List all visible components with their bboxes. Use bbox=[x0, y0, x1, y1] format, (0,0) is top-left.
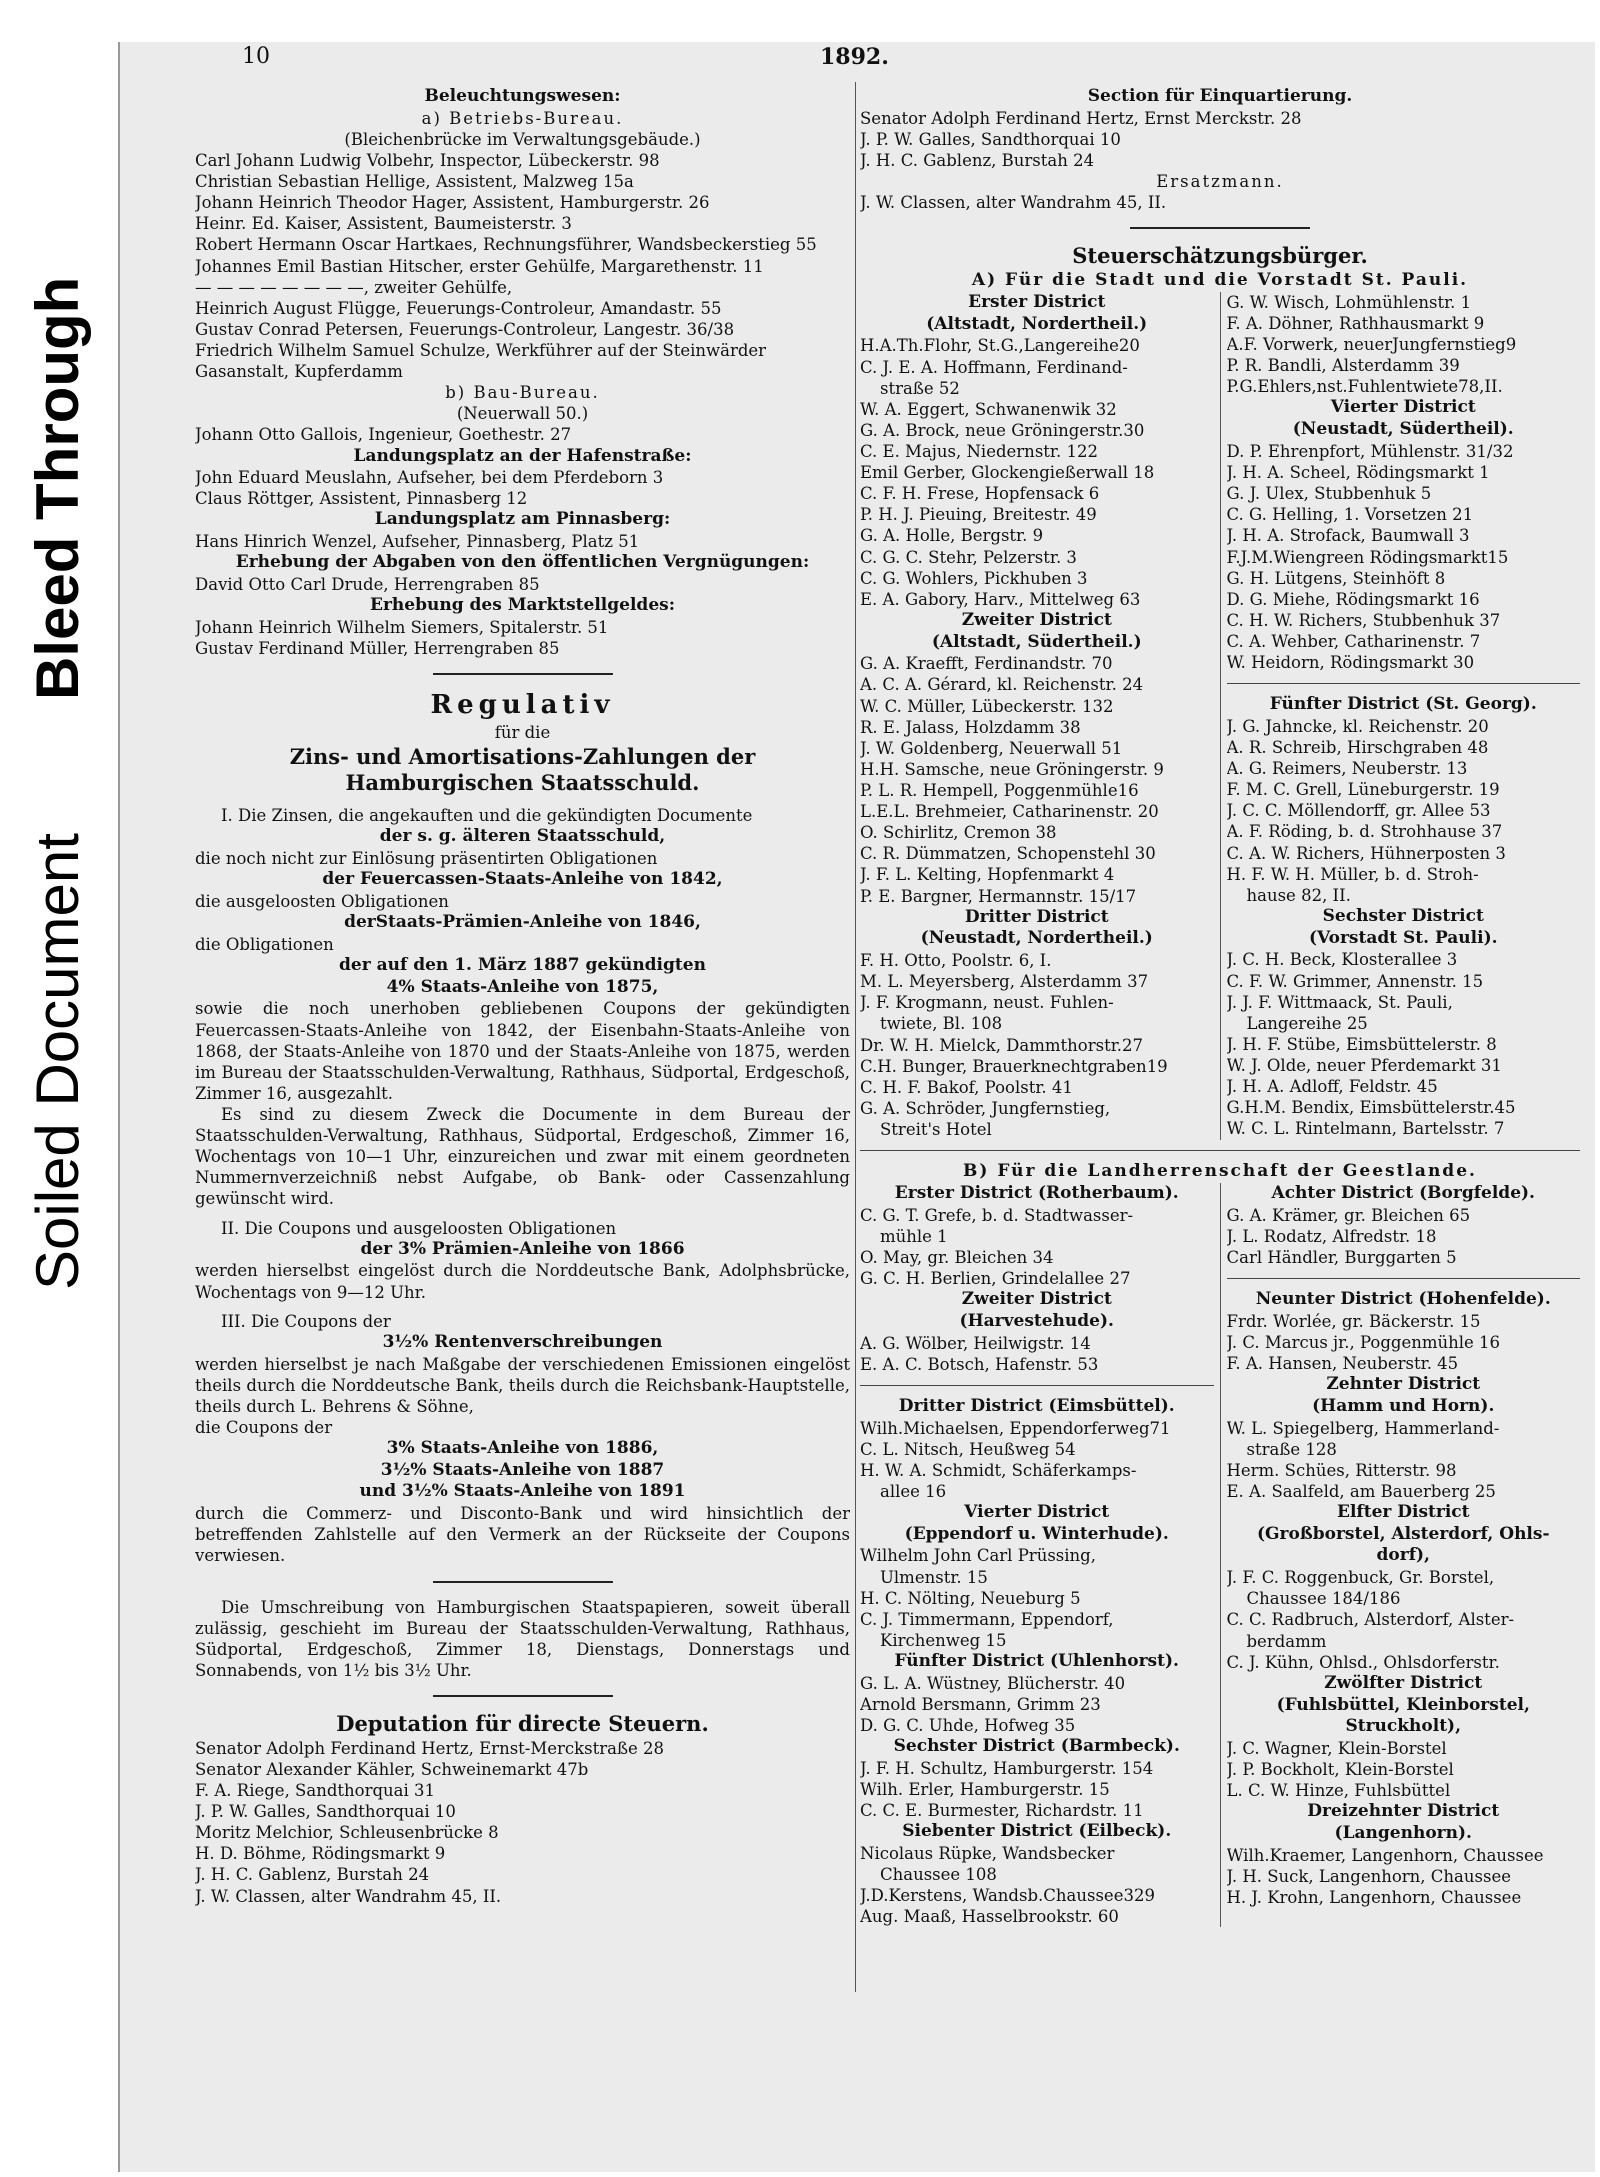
district-entry: P. H. J. Pieuing, Breitestr. 49 bbox=[860, 505, 1097, 525]
entry-line: Johann Heinrich Wilhelm Siemers, Spitalerstr. 51 bbox=[195, 617, 609, 637]
district-entry: F. A. Döhner, Rathhausmarkt 9 bbox=[1226, 314, 1485, 334]
entry-line: Friedrich Wilhelm Samuel Schulze, Werkführer auf der Steinwärder bbox=[195, 340, 767, 360]
subsection-heading: a) Betriebs-Bureau. bbox=[421, 108, 624, 128]
district-entry: Wilh.Michaelsen, Eppendorferweg71 bbox=[860, 1418, 1171, 1438]
page-year: 1892. bbox=[820, 44, 889, 70]
district-heading: (Eppendorf u. Winterhude). bbox=[904, 1523, 1169, 1544]
entry-line: Hans Hinrich Wenzel, Aufseher, Pinnasberg, Platz 51 bbox=[195, 532, 640, 552]
district-entry: D. G. C. Uhde, Hofweg 35 bbox=[860, 1716, 1076, 1735]
entry-line: Robert Hermann Oscar Hartkaes, Rechnungsführer, Wandsbeckerstieg 55 bbox=[195, 235, 817, 255]
district-entry: J. J. F. Wittmaack, St. Pauli, bbox=[1226, 992, 1453, 1012]
district-entry: allee 16 bbox=[880, 1481, 947, 1501]
divider bbox=[860, 1150, 1580, 1151]
location-note: (Bleichenbrücke im Verwaltungsgebäude.) bbox=[344, 129, 701, 149]
location-note: (Neuerwall 50.) bbox=[456, 404, 589, 424]
paragraph: Die Umschreibung von Hamburgischen Staatspapieren, soweit überall zulässig, geschieht im Bureau der Staatsschulden-Verwaltung, Rathhaus, Südportal, Erdgeschoß, Zimmer 18, Dienstags, Donnerstags und Sonnabends, von 1½ bis 3½ Uhr. bbox=[195, 1597, 850, 1680]
paragraph: werden hierselbst je nach Maßgabe der verschiedenen Emissionen eingelöst theils durch die Norddeutsche Bank, theils durch die Reichsbank-Hauptstelle, theils durch L. Behrens & Söhne, bbox=[195, 1354, 850, 1416]
paragraph: durch die Commerz- und Disconto-Bank und wird hinsichtlich der betreffenden Zahlstelle auf den Vermerk an der Rückseite der Coupons verwiesen. bbox=[195, 1504, 850, 1566]
district-heading: (Fuhlsbüttel, Kleinborstel, bbox=[1276, 1694, 1530, 1715]
district-entry: J. C. Marcus jr., Poggenmühle 16 bbox=[1226, 1332, 1501, 1352]
district-entry: L. C. W. Hinze, Fuhlsbüttel bbox=[1226, 1781, 1451, 1801]
district-entry: J. H. A. Strofack, Baumwall 3 bbox=[1226, 526, 1470, 546]
district-heading: Vierter District bbox=[1330, 397, 1476, 418]
subsection-heading: Ersatzmann. bbox=[1156, 172, 1284, 192]
district-entry: G. A. Krämer, gr. Bleichen 65 bbox=[1226, 1205, 1471, 1225]
bau-list bbox=[195, 424, 850, 445]
district-entry: H. C. Nölting, Neueburg 5 bbox=[860, 1588, 1081, 1608]
bold-line: der 3% Prämien-Anleihe von 1866 bbox=[360, 1238, 685, 1259]
entry-line: Gustav Conrad Petersen, Feuerungs-Controleur, Langestr. 36/38 bbox=[195, 319, 735, 339]
divider bbox=[1227, 683, 1581, 684]
district-entry: G. A. Brock, neue Gröningerstr.30 bbox=[860, 420, 1145, 440]
district-heading: Neunter District (Hohenfelde). bbox=[1255, 1288, 1551, 1309]
district-entry: C. G. C. Stehr, Pelzerstr. 3 bbox=[860, 547, 1077, 567]
district-entry: A. R. Schreib, Hirschgraben 48 bbox=[1226, 738, 1489, 758]
section-heading: Landungsplatz am Pinnasberg: bbox=[374, 509, 671, 530]
district-entry: Wilh.Kraemer, Langenhorn, Chaussee bbox=[1226, 1845, 1544, 1865]
pinnas-list bbox=[195, 531, 850, 552]
district-heading: Zweiter District bbox=[961, 1289, 1112, 1310]
district-entry: L.E.L. Brehmeier, Catharinenstr. 20 bbox=[860, 802, 1159, 822]
section-heading: Erhebung der Abgaben von den öffentlichen Vergnügungen: bbox=[235, 552, 810, 573]
district-column-b-right bbox=[1221, 1183, 1581, 1927]
district-entry: Frdr. Worlée, gr. Bäckerstr. 15 bbox=[1226, 1311, 1481, 1331]
entry-line: J. H. C. Gablenz, Burstah 24 bbox=[195, 1865, 430, 1885]
district-entry: W. C. Müller, Lübeckerstr. 132 bbox=[860, 696, 1114, 716]
district-entry: J. G. Jahncke, kl. Reichenstr. 20 bbox=[1226, 716, 1489, 736]
bold-line: der Feuercassen-Staats-Anleihe von 1842, bbox=[322, 869, 723, 890]
entry-line: J. W. Classen, alter Wandrahm 45, II. bbox=[195, 1886, 502, 1906]
district-entry: H.H. Samsche, neue Gröningerstr. 9 bbox=[860, 759, 1164, 779]
divider bbox=[433, 1695, 613, 1697]
regulativ-title: Regulativ bbox=[430, 690, 615, 721]
district-entry: C.H. Bunger, Brauerknechtgraben19 bbox=[860, 1056, 1168, 1076]
district-entry: C. H. F. Bakof, Poolstr. 41 bbox=[860, 1077, 1073, 1097]
district-entry: J. W. Goldenberg, Neuerwall 51 bbox=[860, 738, 1123, 758]
district-heading: (Harvestehude). bbox=[959, 1310, 1114, 1331]
district-heading: Erster District (Rotherbaum). bbox=[894, 1182, 1179, 1203]
betriebs-list bbox=[195, 150, 850, 382]
district-entry: berdamm bbox=[1246, 1631, 1327, 1651]
district-column-a-right bbox=[1221, 292, 1581, 1140]
district-entry: D. P. Ehrenpfort, Mühlenstr. 31/32 bbox=[1226, 441, 1514, 461]
district-entry: Nicolaus Rüpke, Wandsbecker bbox=[860, 1843, 1115, 1863]
district-entry: A. C. A. Gérard, kl. Reichenstr. 24 bbox=[860, 675, 1144, 695]
district-heading: (Neustadt, Nordertheil.) bbox=[920, 928, 1153, 949]
divider bbox=[433, 1581, 613, 1583]
district-heading: Sechster District (Barmbeck). bbox=[893, 1736, 1180, 1757]
district-heading: Dritter District bbox=[964, 906, 1109, 927]
text-line: die Coupons der bbox=[195, 1417, 333, 1437]
entry-line: Johann Otto Gallois, Ingenieur, Goethestr. 27 bbox=[195, 425, 572, 445]
paragraph: Es sind zu diesem Zweck die Documente in dem Bureau der Staatsschulden-Verwaltung, Rathhaus, Südportal, Erdgeschoß, Zimmer 16, Wochentags von 10—1 Uhr, einzureichen und zwar mit einem geordneten Nummernverzeichniß nebst Aufgabe, ob Bank- oder Cassenzahlung gewünscht wird. bbox=[195, 1105, 850, 1209]
paragraph: II. Die Coupons und ausgeloosten Obligationen bbox=[221, 1218, 617, 1238]
district-entry: Arnold Bersmann, Grimm 23 bbox=[860, 1694, 1101, 1714]
district-entry: straße 128 bbox=[1246, 1439, 1337, 1459]
district-entry: W. Heidorn, Rödingsmarkt 30 bbox=[1226, 653, 1475, 673]
district-entry: straße 52 bbox=[880, 378, 960, 398]
divider bbox=[433, 673, 613, 675]
district-entry: F. A. Hansen, Neuberstr. 45 bbox=[1226, 1353, 1459, 1373]
text-line: die ausgeloosten Obligationen bbox=[195, 892, 449, 911]
district-heading: Zehnter District bbox=[1326, 1374, 1481, 1395]
bold-line: der s. g. älteren Staatsschuld, bbox=[379, 826, 666, 847]
district-entry: C. A. Wehber, Catharinenstr. 7 bbox=[1226, 631, 1481, 651]
bold-line: 4% Staats-Anleihe von 1875, bbox=[386, 976, 659, 997]
district-entry: A. G. Wölber, Heilwigstr. 14 bbox=[860, 1333, 1091, 1353]
district-entry: J.D.Kerstens, Wandsb.Chaussee329 bbox=[860, 1886, 1155, 1906]
section-heading: Erhebung des Marktstellgeldes: bbox=[370, 595, 675, 616]
district-heading: Vierter District bbox=[964, 1501, 1110, 1522]
district-table-a bbox=[860, 292, 1580, 1140]
district-entry: G. W. Wisch, Lohmühlenstr. 1 bbox=[1226, 292, 1472, 312]
district-entry: Kirchenweg 15 bbox=[880, 1630, 1007, 1650]
district-heading: Dreizehnter District bbox=[1307, 1801, 1500, 1822]
district-heading: Fünfter District (Uhlenhorst). bbox=[894, 1651, 1179, 1672]
ersatz-list bbox=[860, 192, 1580, 213]
district-entry: Aug. Maaß, Hasselbrookstr. 60 bbox=[860, 1907, 1119, 1927]
district-entry: W. L. Spiegelberg, Hammerland- bbox=[1226, 1418, 1500, 1438]
district-entry: O. Schirlitz, Cremon 38 bbox=[860, 823, 1057, 843]
right-column bbox=[860, 86, 1580, 2076]
district-entry: G. L. A. Wüstney, Blücherstr. 40 bbox=[860, 1673, 1126, 1693]
district-entry: F.J.M.Wiengreen Rödingsmarkt15 bbox=[1226, 547, 1509, 567]
district-heading: Struckholt), bbox=[1345, 1716, 1462, 1737]
district-entry: C. G. Helling, 1. Vorsetzen 21 bbox=[1226, 505, 1474, 525]
district-entry: H.A.Th.Flohr, St.G.,Langereihe20 bbox=[860, 336, 1140, 356]
district-entry: Ulmenstr. 15 bbox=[880, 1567, 988, 1587]
district-entry: F. H. Otto, Poolstr. 6, I. bbox=[860, 951, 1052, 971]
district-heading: Zweiter District bbox=[961, 609, 1112, 630]
entry-line: — — — — — — — —, zweiter Gehülfe, bbox=[195, 277, 513, 297]
district-entry: Wilhelm John Carl Prüssing, bbox=[860, 1546, 1096, 1566]
district-column-b-left bbox=[860, 1183, 1221, 1927]
column-divider bbox=[855, 82, 856, 1992]
district-heading: Sechster District bbox=[1322, 905, 1484, 926]
left-column bbox=[195, 86, 850, 2076]
district-entry: Dr. W. H. Mielck, Dammthorstr.27 bbox=[860, 1035, 1144, 1055]
section-heading: Beleuchtungswesen: bbox=[424, 86, 621, 106]
hafen-list bbox=[195, 467, 850, 509]
deputation-title: Deputation für directe Steuern. bbox=[336, 1710, 709, 1736]
entry-line: F. A. Riege, Sandthorquai 31 bbox=[195, 1781, 436, 1801]
district-entry: A. G. Reimers, Neuberstr. 13 bbox=[1226, 759, 1468, 779]
district-entry: E. A. C. Botsch, Hafenstr. 53 bbox=[860, 1354, 1099, 1374]
bold-line: und 3½% Staats-Anleihe von 1891 bbox=[359, 1481, 686, 1502]
bold-line: 3% Staats-Anleihe von 1886, bbox=[386, 1437, 659, 1458]
district-entry: Herm. Schües, Ritterstr. 98 bbox=[1226, 1460, 1457, 1480]
district-entry: H. W. A. Schmidt, Schäferkamps- bbox=[860, 1460, 1137, 1480]
entry-line: J. P. W. Galles, Sandthorquai 10 bbox=[195, 1802, 456, 1822]
district-entry: G.H.M. Bendix, Eimsbüttelerstr.45 bbox=[1226, 1098, 1516, 1118]
district-entry: F. M. C. Grell, Lüneburgerstr. 19 bbox=[1226, 780, 1500, 800]
side-label-graphic bbox=[10, 10, 100, 1310]
district-entry: C. F. W. Grimmer, Annenstr. 15 bbox=[1226, 971, 1484, 991]
paragraph: I. Die Zinsen, die angekauften und die gekündigten Documente bbox=[221, 806, 753, 826]
divider bbox=[1227, 1278, 1581, 1279]
district-heading: (Vorstadt St. Pauli). bbox=[1308, 927, 1498, 948]
einquart-list bbox=[860, 108, 1580, 171]
district-entry: C. J. Kühn, Ohlsd., Ohlsdorferstr. bbox=[1226, 1652, 1500, 1672]
district-entry: hause 82, II. bbox=[1246, 885, 1351, 905]
regulativ-fuer: für die bbox=[494, 723, 551, 743]
district-entry: W. J. Olde, neuer Pferdemarkt 31 bbox=[1226, 1055, 1502, 1075]
district-entry: M. L. Meyersberg, Alsterdamm 37 bbox=[860, 972, 1149, 992]
entry-line: Heinr. Ed. Kaiser, Assistent, Baumeisterstr. 3 bbox=[195, 214, 572, 234]
side-label-soiled: Soiled Document bbox=[24, 833, 91, 1290]
entry-line: Heinrich August Flügge, Feuerungs-Controleur, Amandastr. 55 bbox=[195, 298, 722, 318]
district-entry: G. A. Schröder, Jungfernstieg, bbox=[860, 1098, 1111, 1118]
deputation-list bbox=[195, 1738, 850, 1907]
section-heading: B) Für die Landherrenschaft der Geestlande. bbox=[963, 1161, 1477, 1182]
district-entry: J. H. A. Scheel, Rödingsmarkt 1 bbox=[1226, 463, 1490, 483]
district-entry: C. E. Majus, Niedernstr. 122 bbox=[860, 441, 1098, 461]
district-entry: E. A. Saalfeld, am Bauerberg 25 bbox=[1226, 1481, 1496, 1501]
paragraph: werden hierselbst eingelöst durch die Norddeutsche Bank, Adolphsbrücke, Wochentags von 9—12 Uhr. bbox=[195, 1261, 850, 1302]
district-entry: Chaussee 184/186 bbox=[1246, 1589, 1401, 1609]
section-heading: Section für Einquartierung. bbox=[1087, 86, 1353, 106]
district-entry: Streit's Hotel bbox=[880, 1120, 992, 1140]
page-number: 10 bbox=[242, 44, 270, 69]
markt-list bbox=[195, 617, 850, 659]
paragraph: III. Die Coupons der bbox=[221, 1311, 391, 1331]
district-entry: O. May, gr. Bleichen 34 bbox=[860, 1247, 1054, 1267]
district-entry: P. R. Bandli, Alsterdamm 39 bbox=[1226, 356, 1460, 376]
text-line: die noch nicht zur Einlösung präsentirten Obligationen bbox=[195, 849, 658, 869]
district-entry: P. L. R. Hempell, Poggenmühle16 bbox=[860, 781, 1139, 800]
district-entry: A. F. Röding, b. d. Strohhause 37 bbox=[1226, 822, 1503, 842]
district-entry: C. F. H. Frese, Hopfensack 6 bbox=[860, 484, 1100, 504]
district-entry: C. J. E. A. Hoffmann, Ferdinand- bbox=[860, 357, 1128, 377]
district-table-b bbox=[860, 1183, 1580, 1927]
district-heading: (Altstadt, Südertheil.) bbox=[931, 631, 1142, 652]
entry-line: Gustav Ferdinand Müller, Herrengraben 85 bbox=[195, 639, 560, 659]
district-entry: Chaussee 108 bbox=[880, 1865, 997, 1885]
district-entry: J. L. Rodatz, Alfredstr. 18 bbox=[1226, 1226, 1437, 1246]
district-heading: Elfter District bbox=[1336, 1501, 1470, 1522]
district-entry: Emil Gerber, Glockengießerwall 18 bbox=[860, 463, 1155, 483]
district-entry: J. H. A. Adloff, Feldstr. 45 bbox=[1226, 1077, 1438, 1097]
entry-line: Senator Alexander Kähler, Schweinemarkt 47b bbox=[195, 1759, 589, 1779]
district-heading: (Hamm und Horn). bbox=[1312, 1395, 1495, 1416]
entry-line: David Otto Carl Drude, Herrengraben 85 bbox=[195, 575, 540, 595]
district-entry: C. A. W. Richers, Hühnerposten 3 bbox=[1226, 843, 1506, 863]
district-entry: G. C. H. Berlien, Grindelallee 27 bbox=[860, 1268, 1131, 1288]
district-column-a-left bbox=[860, 292, 1221, 1140]
district-heading: Fünfter District (St. Georg). bbox=[1269, 694, 1537, 715]
entry-line: J. H. C. Gablenz, Burstah 24 bbox=[860, 150, 1095, 170]
district-entry: W. A. Eggert, Schwanenwik 32 bbox=[860, 399, 1117, 419]
district-entry: J. C. C. Möllendorff, gr. Allee 53 bbox=[1226, 801, 1491, 821]
district-entry: C. H. W. Richers, Stubbenhuk 37 bbox=[1226, 610, 1501, 630]
divider bbox=[1130, 227, 1310, 229]
district-entry: J. H. F. Stübe, Eimsbüttelerstr. 8 bbox=[1226, 1034, 1497, 1054]
entry-line: Moritz Melchior, Schleusenbrücke 8 bbox=[195, 1823, 499, 1843]
district-heading: Dritter District (Eimsbüttel). bbox=[898, 1395, 1175, 1416]
district-entry: C. L. Nitsch, Heußweg 54 bbox=[860, 1439, 1076, 1459]
district-entry: twiete, Bl. 108 bbox=[880, 1014, 1003, 1034]
district-entry: Wilh. Erler, Hamburgerstr. 15 bbox=[860, 1779, 1110, 1799]
entry-line: Christian Sebastian Hellige, Assistent, Malzweg 15a bbox=[195, 172, 634, 192]
subsection-heading: b) Bau-Bureau. bbox=[445, 383, 600, 403]
regulativ-subtitle: Zins- und Amortisations-Zahlungen der bbox=[289, 743, 756, 769]
entry-line: H. D. Böhme, Rödingsmarkt 9 bbox=[195, 1844, 446, 1864]
bold-line: derStaats-Prämien-Anleihe von 1846, bbox=[344, 912, 701, 933]
district-entry: C. C. Radbruch, Alsterdorf, Alster- bbox=[1226, 1610, 1515, 1630]
entry-line: Senator Adolph Ferdinand Hertz, Ernst Merckstr. 28 bbox=[860, 108, 1302, 128]
side-label bbox=[10, 10, 100, 1310]
district-heading: Zwölfter District bbox=[1324, 1672, 1483, 1693]
district-heading: (Großborstel, Alsterdorf, Ohls- bbox=[1256, 1523, 1550, 1544]
entry-line: Claus Röttger, Assistent, Pinnasberg 12 bbox=[195, 489, 528, 509]
side-label-bleed: Bleed Through bbox=[24, 276, 91, 700]
district-entry: G. A. Kraefft, Ferdinandstr. 70 bbox=[860, 654, 1113, 674]
scanned-page bbox=[118, 42, 1595, 2172]
entry-line: Johann Heinrich Theodor Hager, Assistent, Hamburgerstr. 26 bbox=[195, 193, 710, 213]
district-entry: Langereihe 25 bbox=[1246, 1013, 1368, 1033]
entry-line: Senator Adolph Ferdinand Hertz, Ernst-Merckstraße 28 bbox=[195, 1738, 665, 1758]
page-header bbox=[120, 42, 1595, 72]
bold-line: 3½% Staats-Anleihe von 1887 bbox=[380, 1459, 665, 1480]
district-entry: C. G. T. Grefe, b. d. Stadtwasser- bbox=[860, 1205, 1134, 1225]
district-heading: (Neustadt, Südertheil). bbox=[1292, 419, 1514, 440]
district-entry: D. G. Miehe, Rödingsmarkt 16 bbox=[1226, 589, 1480, 609]
district-entry: P. E. Bargner, Hermannstr. 15/17 bbox=[860, 886, 1137, 906]
district-entry: C. R. Dümmatzen, Schopenstehl 30 bbox=[860, 844, 1156, 864]
district-entry: H. J. Krohn, Langenhorn, Chaussee bbox=[1226, 1888, 1522, 1908]
district-entry: R. E. Jalass, Holzdamm 38 bbox=[860, 717, 1081, 737]
text-line: die Obligationen bbox=[195, 934, 334, 954]
steuer-title: Steuerschätzungsbürger. bbox=[1072, 243, 1368, 269]
district-entry: E. A. Gabory, Harv., Mittelweg 63 bbox=[860, 589, 1141, 609]
district-entry: J. C. Wagner, Klein-Borstel bbox=[1226, 1739, 1447, 1759]
district-entry: P.G.Ehlers,nst.Fuhlentwiete78,II. bbox=[1226, 377, 1503, 397]
entry-line: John Eduard Meuslahn, Aufseher, bei dem Pferdeborn 3 bbox=[195, 468, 664, 488]
district-heading: (Altstadt, Nordertheil.) bbox=[926, 313, 1148, 334]
section-heading: A) Für die Stadt und die Vorstadt St. Pauli. bbox=[971, 270, 1469, 291]
district-entry: G. A. Holle, Bergstr. 9 bbox=[860, 526, 1044, 546]
regulativ-subtitle: Hamburgischen Staatsschuld. bbox=[345, 770, 700, 796]
district-entry: J. P. Bockholt, Klein-Borstel bbox=[1226, 1760, 1454, 1780]
district-entry: A.F. Vorwerk, neuerJungfernstieg9 bbox=[1226, 335, 1517, 355]
district-entry: Carl Händler, Burggarten 5 bbox=[1226, 1247, 1457, 1267]
district-entry: J. F. Krogmann, neust. Fuhlen- bbox=[860, 993, 1114, 1013]
district-entry: J. F. H. Schultz, Hamburgerstr. 154 bbox=[860, 1758, 1154, 1778]
paragraph: sowie die noch unerhoben gebliebenen Coupons der gekündigten Feuercassen-Staats-Anleihe von 1842, der Eisenbahn-Staats-Anleihe von 1868, der Staats-Anleihe von 1870 und der Staats-Anleihe von 1875, werden im Bureau der Staatsschulden-Verwaltung, Rathhaus, Südportal, Erdgeschoß, Zimmer 16, ausgezahlt. bbox=[195, 999, 850, 1103]
district-entry: H. F. W. H. Müller, b. d. Stroh- bbox=[1226, 864, 1479, 884]
district-entry: W. C. L. Rintelmann, Bartelsstr. 7 bbox=[1226, 1119, 1505, 1139]
district-entry: C. G. Wohlers, Pickhuben 3 bbox=[860, 568, 1088, 588]
entry-line: Carl Johann Ludwig Volbehr, Inspector, Lübeckerstr. 98 bbox=[195, 150, 660, 170]
district-entry: C. C. E. Burmester, Richardstr. 11 bbox=[860, 1801, 1144, 1821]
district-entry: J. C. H. Beck, Klosterallee 3 bbox=[1226, 950, 1458, 970]
district-entry: G. H. Lütgens, Steinhöft 8 bbox=[1226, 568, 1446, 588]
district-heading: Siebenter District (Eilbeck). bbox=[902, 1821, 1172, 1842]
district-entry: J. F. L. Kelting, Hopfenmarkt 4 bbox=[860, 865, 1115, 885]
entry-line: J. W. Classen, alter Wandrahm 45, II. bbox=[860, 193, 1167, 213]
district-heading: dorf), bbox=[1376, 1545, 1430, 1566]
bold-line: 3½% Rentenverschreibungen bbox=[382, 1331, 663, 1352]
divider bbox=[860, 1385, 1214, 1386]
district-entry: J. H. Suck, Langenhorn, Chaussee bbox=[1226, 1866, 1511, 1886]
district-entry: J. F. C. Roggenbuck, Gr. Borstel, bbox=[1226, 1568, 1495, 1588]
district-entry: mühle 1 bbox=[880, 1226, 948, 1246]
district-heading: (Langenhorn). bbox=[1334, 1823, 1472, 1844]
entry-line: Gasanstalt, Kupferdamm bbox=[195, 362, 403, 382]
abgaben-list bbox=[195, 574, 850, 595]
district-entry: C. J. Timmermann, Eppendorf, bbox=[860, 1609, 1114, 1629]
district-heading: Achter District (Borgfelde). bbox=[1271, 1182, 1535, 1203]
bold-line: der auf den 1. März 1887 gekündigten bbox=[339, 954, 706, 975]
entry-line: J. P. W. Galles, Sandthorquai 10 bbox=[860, 129, 1121, 149]
section-heading: Landungsplatz an der Hafenstraße: bbox=[353, 445, 692, 466]
entry-line: Johannes Emil Bastian Hitscher, erster Gehülfe, Margarethenstr. 11 bbox=[195, 256, 764, 276]
district-entry: G. J. Ulex, Stubbenhuk 5 bbox=[1226, 484, 1432, 504]
district-heading: Erster District bbox=[968, 291, 1106, 312]
